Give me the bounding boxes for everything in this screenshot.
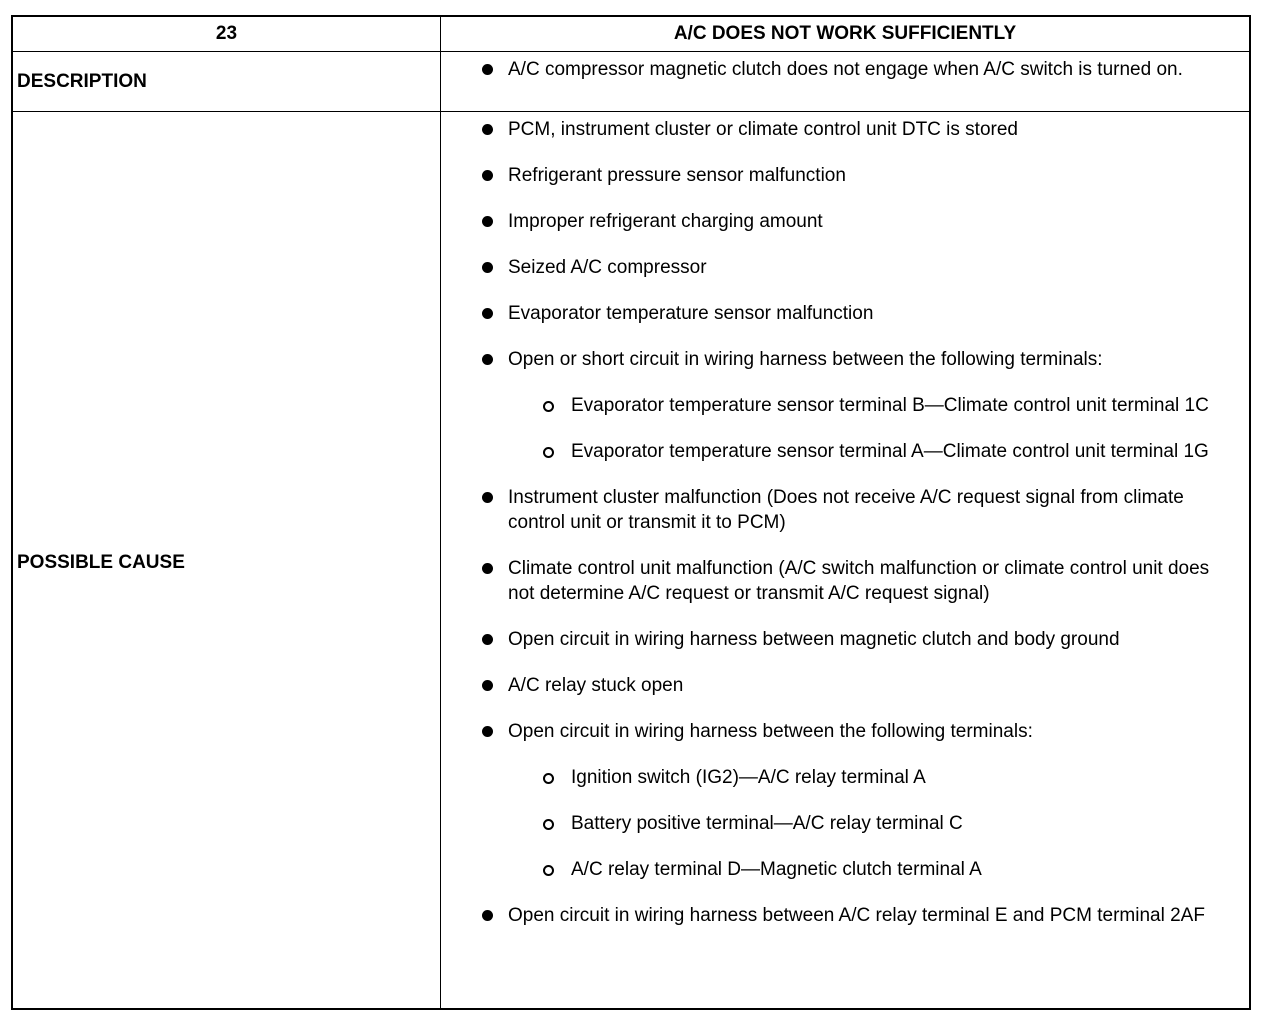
cause-item: Evaporator temperature sensor malfunction [441,301,1249,326]
cause-item: PCM, instrument cluster or climate control unit DTC is stored [441,117,1249,142]
cause-item: Refrigerant pressure sensor malfunction [441,163,1249,188]
symptom-title: A/C DOES NOT WORK SUFFICIENTLY [673,23,1017,44]
cause-subitem: Ignition switch (IG2)—A/C relay terminal A [441,765,1249,790]
possible-cause-label: POSSIBLE CAUSE [17,552,185,573]
step-number: 23 [215,23,238,44]
cause-item: Open circuit in wiring harness between magnetic clutch and body ground [441,627,1249,652]
cause-item: Instrument cluster malfunction (Does not receive A/C request signal from climate control unit or transmit it to PCM) [441,485,1249,535]
cause-item: Seized A/C compressor [441,255,1249,280]
description-list [441,57,1249,82]
troubleshooting-table [11,15,1251,1010]
header-row-divider [13,51,1249,52]
cause-item: Open or short circuit in wiring harness between the following terminals: [441,347,1249,372]
cause-item: A/C relay stuck open [441,673,1249,698]
cause-item: Open circuit in wiring harness between A/C relay terminal E and PCM terminal 2AF [441,903,1249,928]
cause-subitem: Evaporator temperature sensor terminal A—Climate control unit terminal 1G [441,439,1249,464]
cause-subitem: Battery positive terminal—A/C relay terminal C [441,811,1249,836]
cause-item: Improper refrigerant charging amount [441,209,1249,234]
cause-subitem: Evaporator temperature sensor terminal B—Climate control unit terminal 1C [441,393,1249,418]
cause-subitem: A/C relay terminal D—Magnetic clutch terminal A [441,857,1249,882]
description-item: A/C compressor magnetic clutch does not engage when A/C switch is turned on. [441,57,1249,82]
cause-item: Open circuit in wiring harness between the following terminals: [441,719,1249,744]
cause-item: Climate control unit malfunction (A/C switch malfunction or climate control unit does not determine A/C request or transmit A/C request signal) [441,556,1249,606]
description-label: DESCRIPTION [17,71,147,92]
possible-cause-list [441,117,1249,928]
description-row-divider [13,111,1249,112]
